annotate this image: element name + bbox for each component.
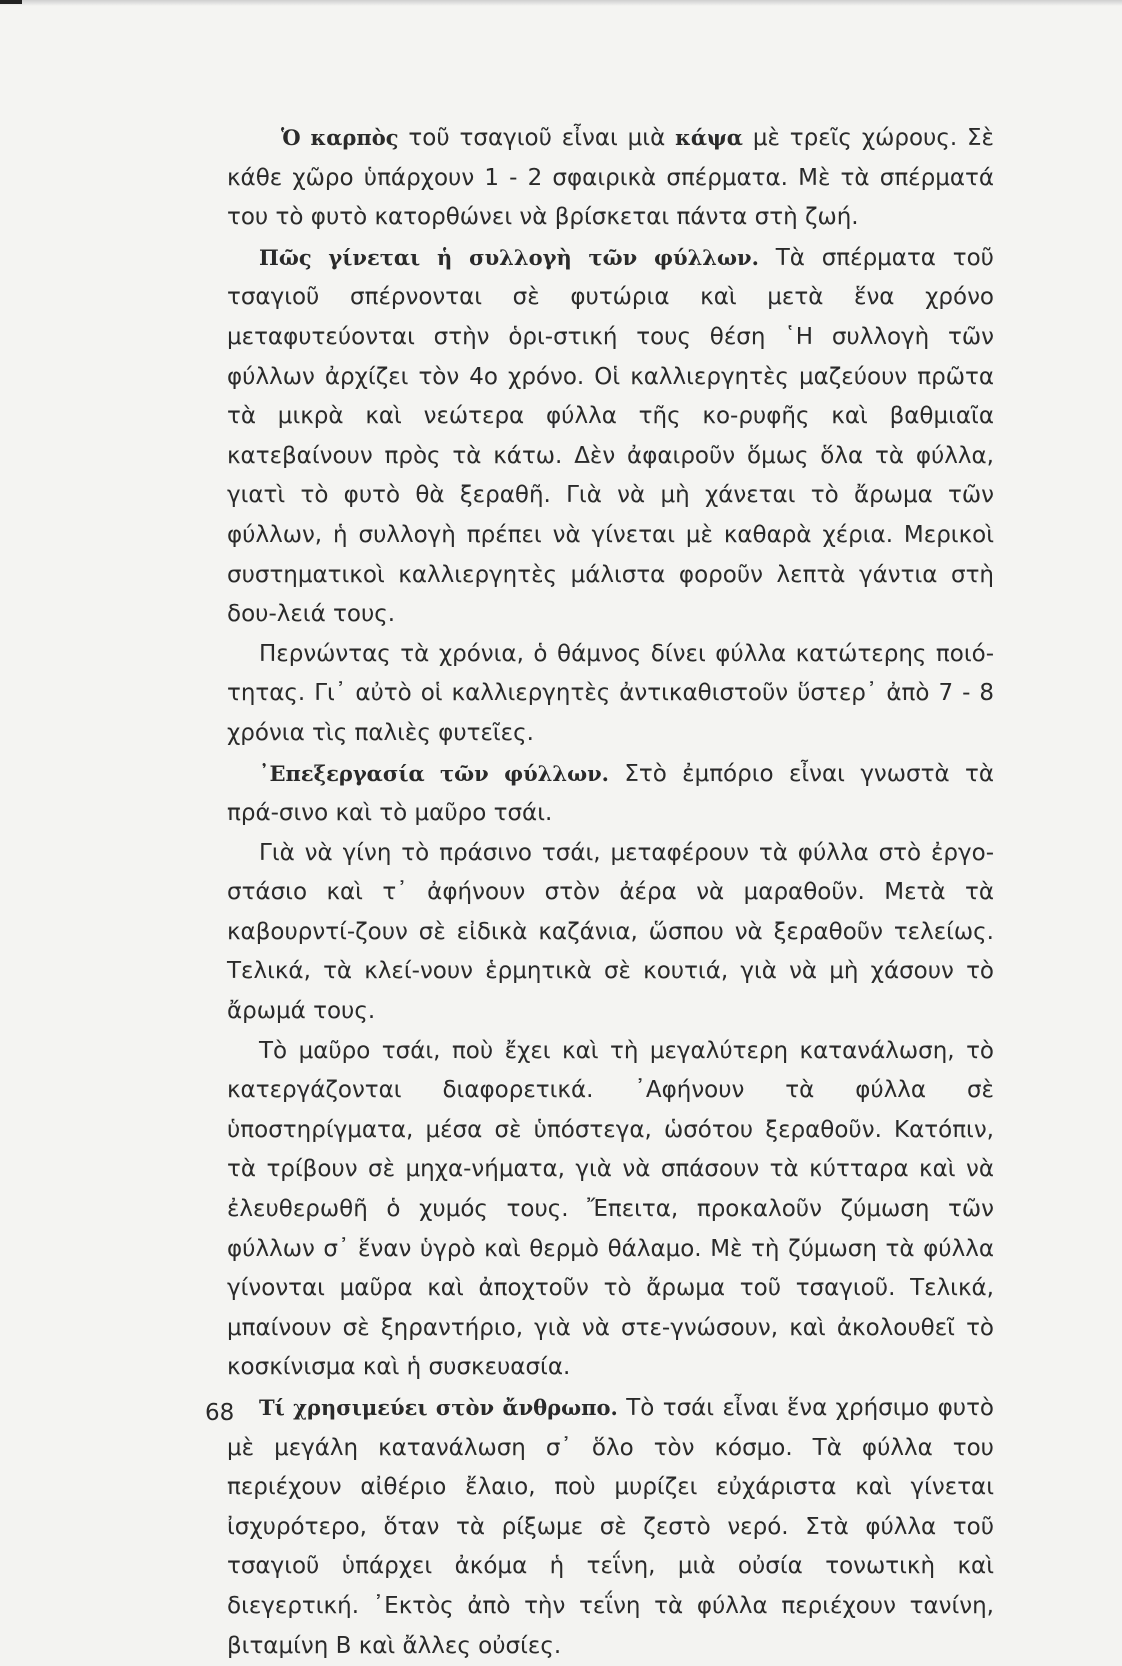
- paragraph-harvest: [227, 238, 994, 635]
- paragraph-text: Τὸ τσάι εἶναι ἕνα χρήσιμο φυτὸ μὲ μεγάλη κατανάλωση σ᾿ ὅλο τὸν κόσμο. Τὰ φύλλα του περιέχουν αἰθέριο ἔλαιο, ποὺ μυρίζει εὐχάριστα καὶ γίνεται ἰσχυρότερο, ὅταν τὰ ρίξωμε σὲ ζεστὸ νερό. Στὰ φύλλα τοῦ τσαγιοῦ ὑπάρχει ἀκόμα ἡ τεΐνη, μιὰ οὐσία τονωτικὴ καὶ διεγερτική. ᾿Εκτὸς ἀπὸ τὴν τεΐνη τὰ φύλλα περιέχουν τανίνη, βιταμίνη Β καὶ ἄλλες οὐσίες.: [227, 1395, 994, 1659]
- paragraph-uses: [227, 1388, 994, 1666]
- page-number: 68: [205, 1400, 235, 1426]
- section-heading: Πῶς γίνεται ἡ συλλογὴ τῶν φύλλων.: [259, 244, 759, 270]
- section-heading: ᾿Επεξεργασία τῶν φύλλων.: [259, 760, 609, 786]
- paragraph-text: Περνώντας τὰ χρόνια, ὁ θάμνος δίνει φύλλα κατώτερης ποιό-τητας. Γι᾿ αὐτὸ οἱ καλλιεργητὲς ἀντικαθιστοῦν ὕστερ᾿ ἀπὸ 7 - 8 χρόνια τὶς παλιὲς φυτεῖες.: [227, 640, 994, 746]
- paragraph-text: τοῦ τσαγιοῦ εἶναι μιὰ: [398, 125, 676, 151]
- body-text: [227, 118, 994, 1666]
- paragraph-text: Γιὰ νὰ γίνη τὸ πράσινο τσάι, μεταφέρουν τὰ φύλλα στὸ ἐργο-στάσιο καὶ τ᾿ ἀφήνουν στὸν ἀέρα νὰ μαραθοῦν. Μετὰ τὰ καβουρντί-ζουν σὲ εἰδικὰ καζάνια, ὥσπου νὰ ξεραθοῦν τελείως. Τελικά, τὰ κλεί-νουν ἑρμητικὰ σὲ κουτιά, γιὰ νὰ μὴ χάσουν τὸ ἄρωμά τους.: [227, 839, 994, 1025]
- bold-term: κάψα: [675, 125, 743, 150]
- paragraph-text: Στὸ ἐμπόριο εἶναι γνωστὰ τὰ πρά-σινο καὶ τὸ μαῦρο τσάι.: [227, 760, 995, 827]
- page-top-edge: [0, 0, 1122, 6]
- paragraph-text: Τὸ μαῦρο τσάι, ποὺ ἔχει καὶ τὴ μεγαλύτερη κατανάλωση, τὸ κατεργάζονται διαφορετικά. ᾿Αφήνουν τὰ φύλλα σὲ ὑποστηρίγματα, μέσα σὲ ὑπόστεγα, ὡσότου ξεραθοῦν. Κατόπιν, τὰ τρίβουν σὲ μηχα-νήματα, γιὰ νὰ σπάσουν τὰ κύτταρα καὶ νὰ ἐλευθερωθῆ ὁ χυμός τους. Ἔπειτα, προκαλοῦν ζύμωση τῶν φύλλων σ᾿ ἕναν ὑγρὸ καὶ θερμὸ θάλαμο. Μὲ τὴ ζύμωση τὰ φύλλα γίνονται μαῦρα καὶ ἀποχτοῦν τὸ ἄρωμα τοῦ τσαγιοῦ. Τελικά, μπαίνουν σὲ ξηραντήριο, γιὰ νὰ στε-γνώσουν, καὶ ἀκολουθεῖ τὸ κοσκίνισμα καὶ ἡ συσκευασία.: [227, 1037, 994, 1381]
- corner-mark: [0, 0, 22, 4]
- lead-term: Ὁ καρπὸς: [281, 125, 399, 150]
- paragraph-fruit: [227, 118, 994, 238]
- paragraph-processing: [227, 754, 994, 834]
- paragraph-black-tea: [227, 1032, 994, 1388]
- section-heading: Τί χρησιμεύει στὸν ἄνθρωπο.: [259, 1395, 618, 1420]
- paragraph-text: Τὰ σπέρματα τοῦ τσαγιοῦ σπέρνονται σὲ φυτώρια καὶ μετὰ ἕνα χρόνο μεταφυτεύονται στὴν ὁρι-στική τους θέση ῾Η συλλογὴ τῶν φύλλων ἀρχίζει τὸν 4ο χρόνο. Οἱ καλλιεργητὲς μαζεύουν πρῶτα τὰ μικρὰ καὶ νεώτερα φύλλα τῆς κο-ρυφῆς καὶ βαθμιαῖα κατεβαίνουν πρὸς τὰ κάτω. Δὲν ἀφαιροῦν ὅμως ὅλα τὰ φύλλα, γιατὶ τὸ φυτὸ θὰ ξεραθῆ. Γιὰ νὰ μὴ χάνεται τὸ ἄρωμα τῶν φύλλων, ἡ συλλογὴ πρέπει νὰ γίνεται μὲ καθαρὰ χέρια. Μερικοὶ συστηματικοὶ καλλιεργητὲς μάλιστα φοροῦν λεπτὰ γάντια στὴ δου-λειά τους.: [227, 244, 994, 628]
- paragraph-aging: [227, 635, 994, 754]
- paragraph-green-tea: [227, 834, 994, 1032]
- paragraph-text: μὲ τρεῖς χώρους. Σὲ κάθε χῶρο ὑπάρχουν 1 - 2 σφαιρικὰ σπέρματα. Μὲ τὰ σπέρματά του τὸ φυτὸ κατορθώνει νὰ βρίσκεται πάντα στὴ ζωή.: [227, 125, 994, 231]
